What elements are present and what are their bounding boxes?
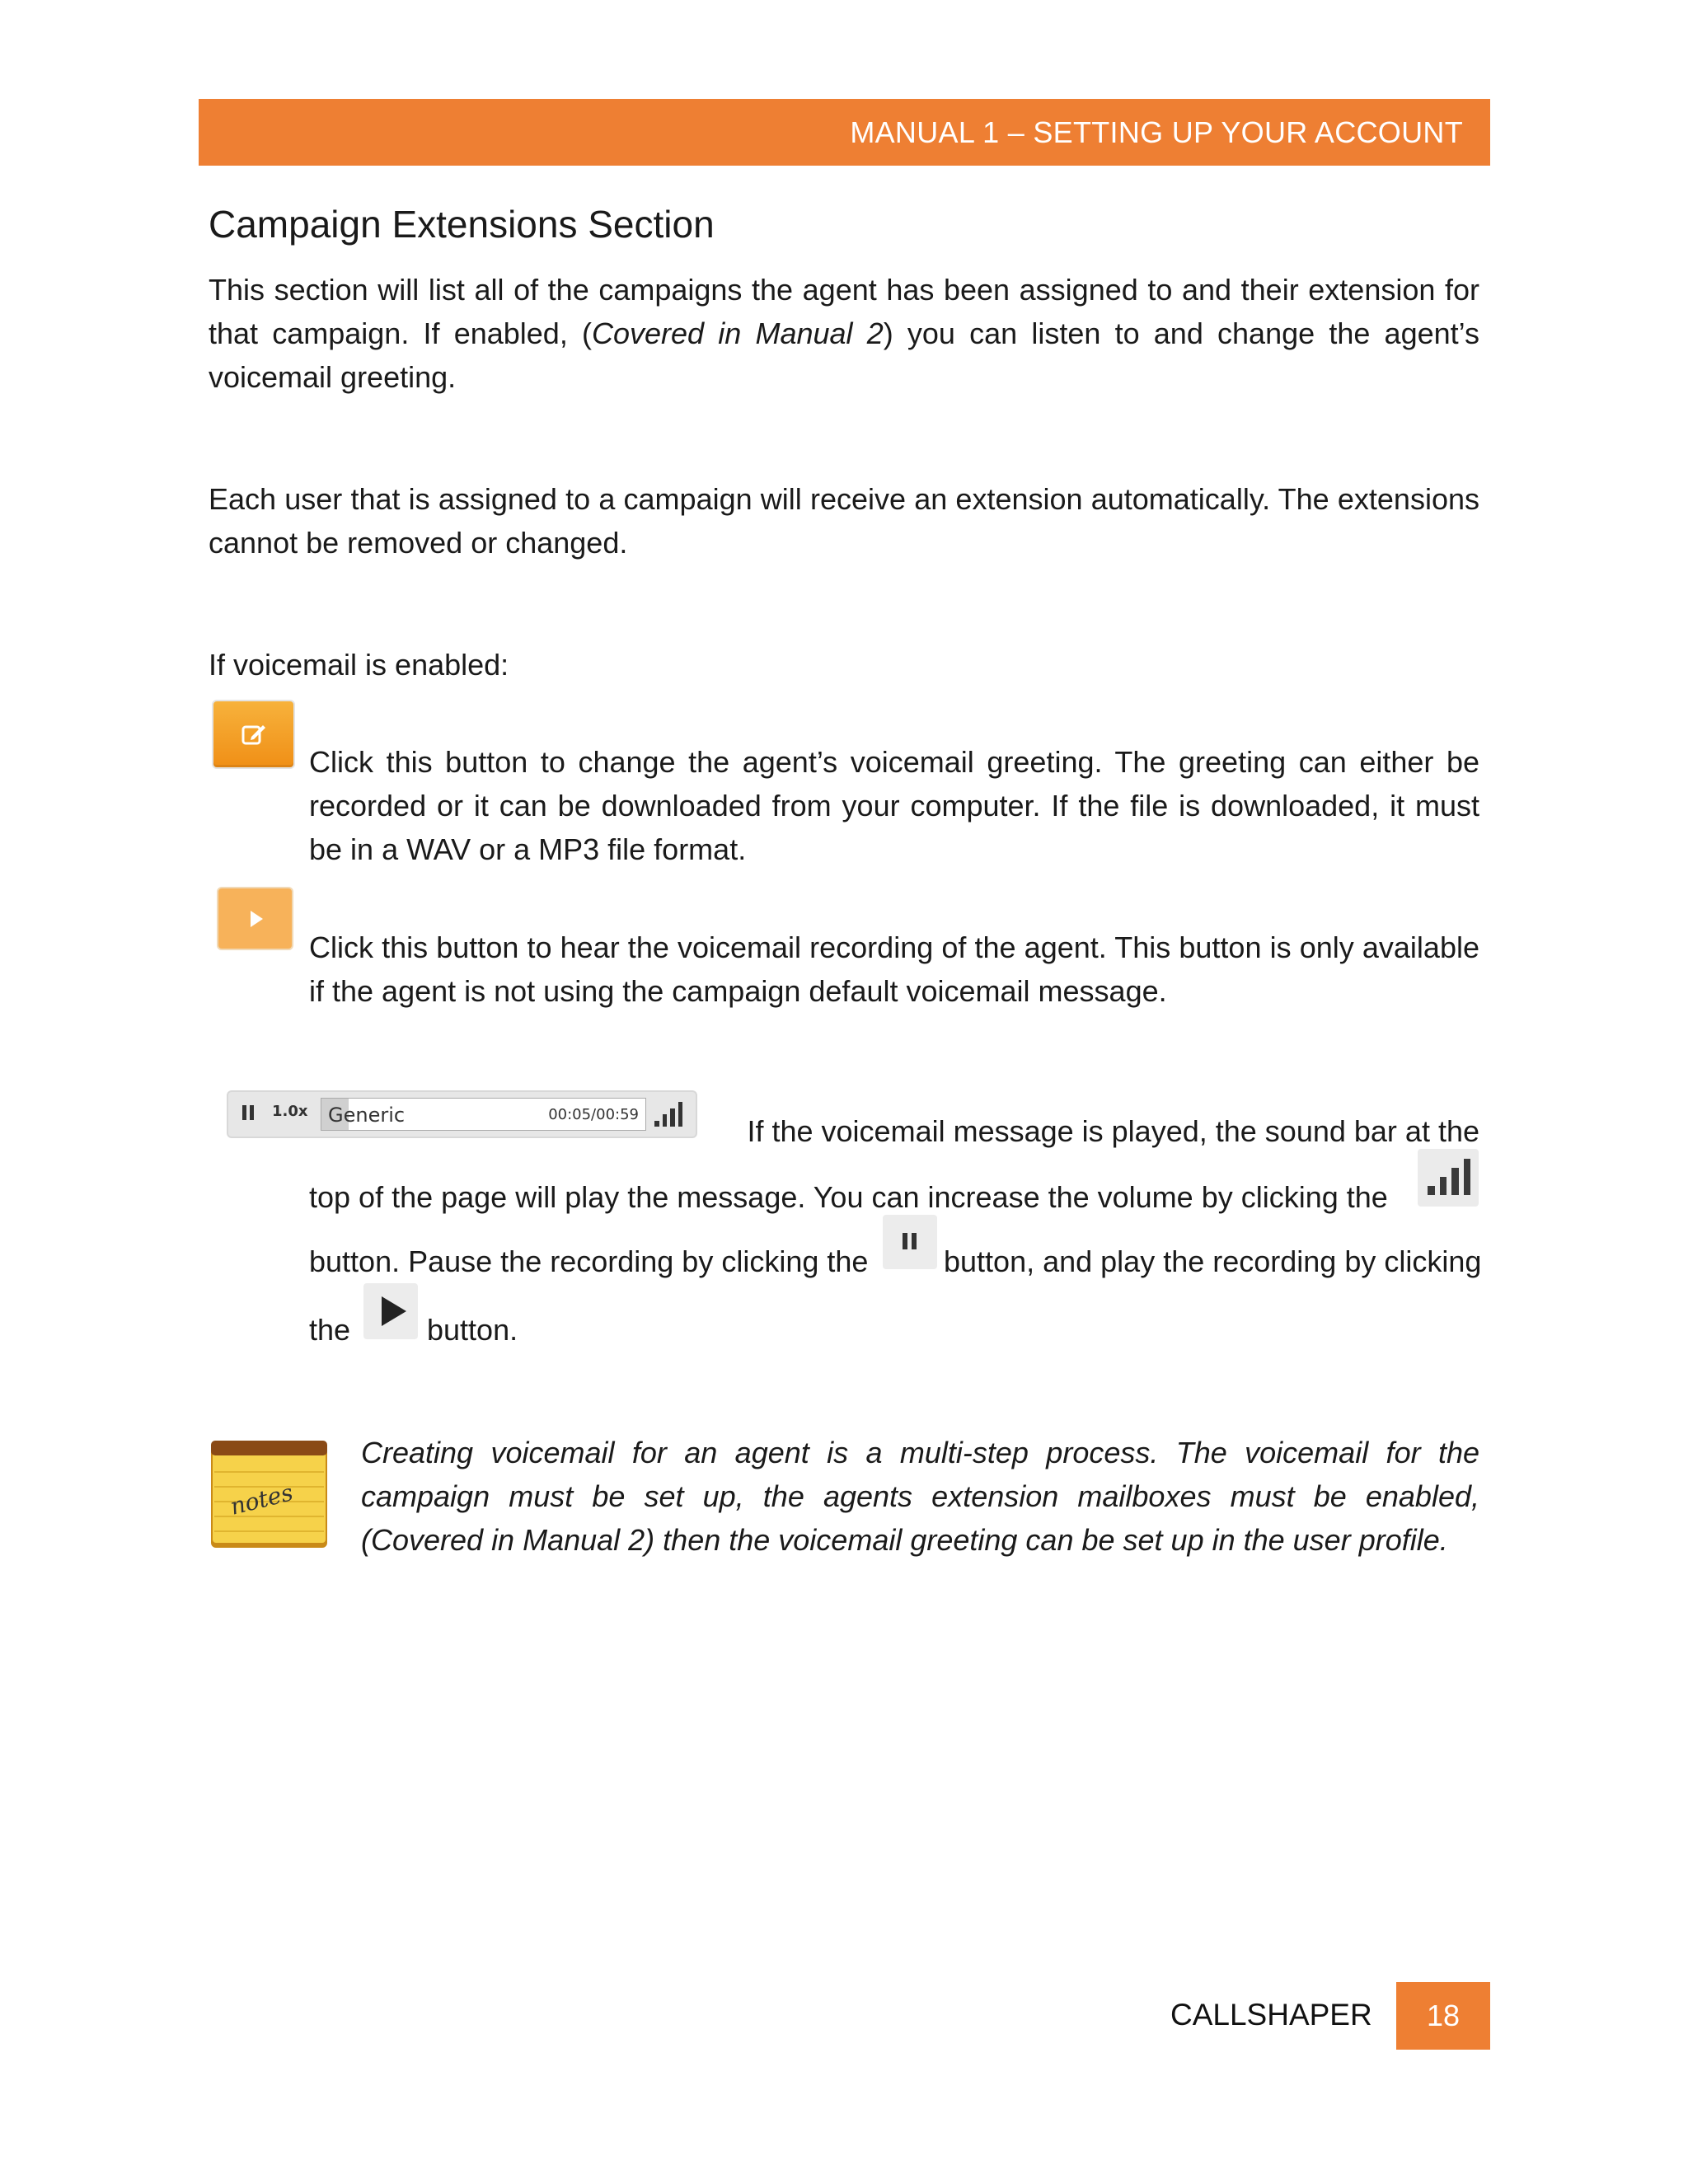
play-greeting-button[interactable]: [217, 887, 293, 950]
footer-brand: CALLSHAPER: [1170, 1998, 1372, 2032]
edit-button-description: Click this button to change the agent’s voicemail greeting. The greeting can either be recorded or it can be downloaded from your computer. If the file is downloaded, it must be in a WAV or a MP3 file format.: [309, 745, 1479, 866]
section-heading: Campaign Extensions Section: [209, 203, 715, 246]
edit-icon: [240, 720, 268, 748]
track-name: Generic: [328, 1104, 406, 1127]
volume-bar: [1440, 1177, 1447, 1195]
play-icon: [243, 907, 268, 931]
player-description-line: top of the page will play the message. You can increase the volume by clicking the: [309, 1180, 1388, 1214]
player-description-line: the button.: [309, 1313, 518, 1347]
page-number: 18: [1396, 1982, 1490, 2050]
track-time: 00:05/00:59: [548, 1106, 639, 1123]
volume-bar: [1428, 1186, 1435, 1195]
volume-icon: [1418, 1149, 1479, 1207]
extension-paragraph: Each user that is assigned to a campaign will receive an extension automatically. The extensions cannot be removed or changed.: [209, 482, 1479, 560]
volume-bar: [1464, 1159, 1471, 1195]
seek-bar[interactable]: [321, 1098, 646, 1131]
volume-bar: [654, 1121, 659, 1127]
volume-bar: [1451, 1168, 1459, 1195]
pause-icon: [883, 1215, 937, 1269]
player-description-line: button. Pause the recording by clicking the button, and play the recording by clicking: [309, 1244, 1482, 1278]
header-bar: [199, 99, 1490, 166]
notes-icon: [208, 1437, 331, 1554]
pause-icon[interactable]: [242, 1105, 256, 1122]
volume-bar: [678, 1102, 683, 1127]
voicemail-enabled-label: If voicemail is enabled:: [209, 648, 509, 682]
volume-bar: [663, 1114, 668, 1127]
play-button-description: Click this button to hear the voicemail recording of the agent. This button is only available if the agent is not using the campaign default voicemail message.: [309, 930, 1479, 1008]
playback-speed[interactable]: 1.0x: [272, 1103, 308, 1120]
volume-icon[interactable]: [654, 1102, 682, 1127]
intro-paragraph: This section will list all of the campaigns the agent has been assigned to and their extension for that campaign. If enabled, (Covered in Manual 2) you can listen to and change the agent’s voicemail greeting.: [209, 273, 1479, 394]
note-text: Creating voicemail for an agent is a multi-step process. The voicemail for the campaign must be set up, the agents extension mailboxes must be enabled, (Covered in Manual 2) then the voicemail greeting can be set up in the user profile.: [361, 1436, 1479, 1557]
play-icon: [363, 1283, 418, 1339]
edit-greeting-button[interactable]: [212, 700, 295, 769]
player-description-line: If the voicemail message is played, the sound bar at the: [747, 1114, 1479, 1148]
manual-title: MANUAL 1 – SETTING UP YOUR ACCOUNT: [850, 115, 1463, 149]
volume-bar: [670, 1108, 675, 1127]
audio-player: [227, 1090, 697, 1138]
svg-text:notes: notes: [227, 1479, 296, 1521]
